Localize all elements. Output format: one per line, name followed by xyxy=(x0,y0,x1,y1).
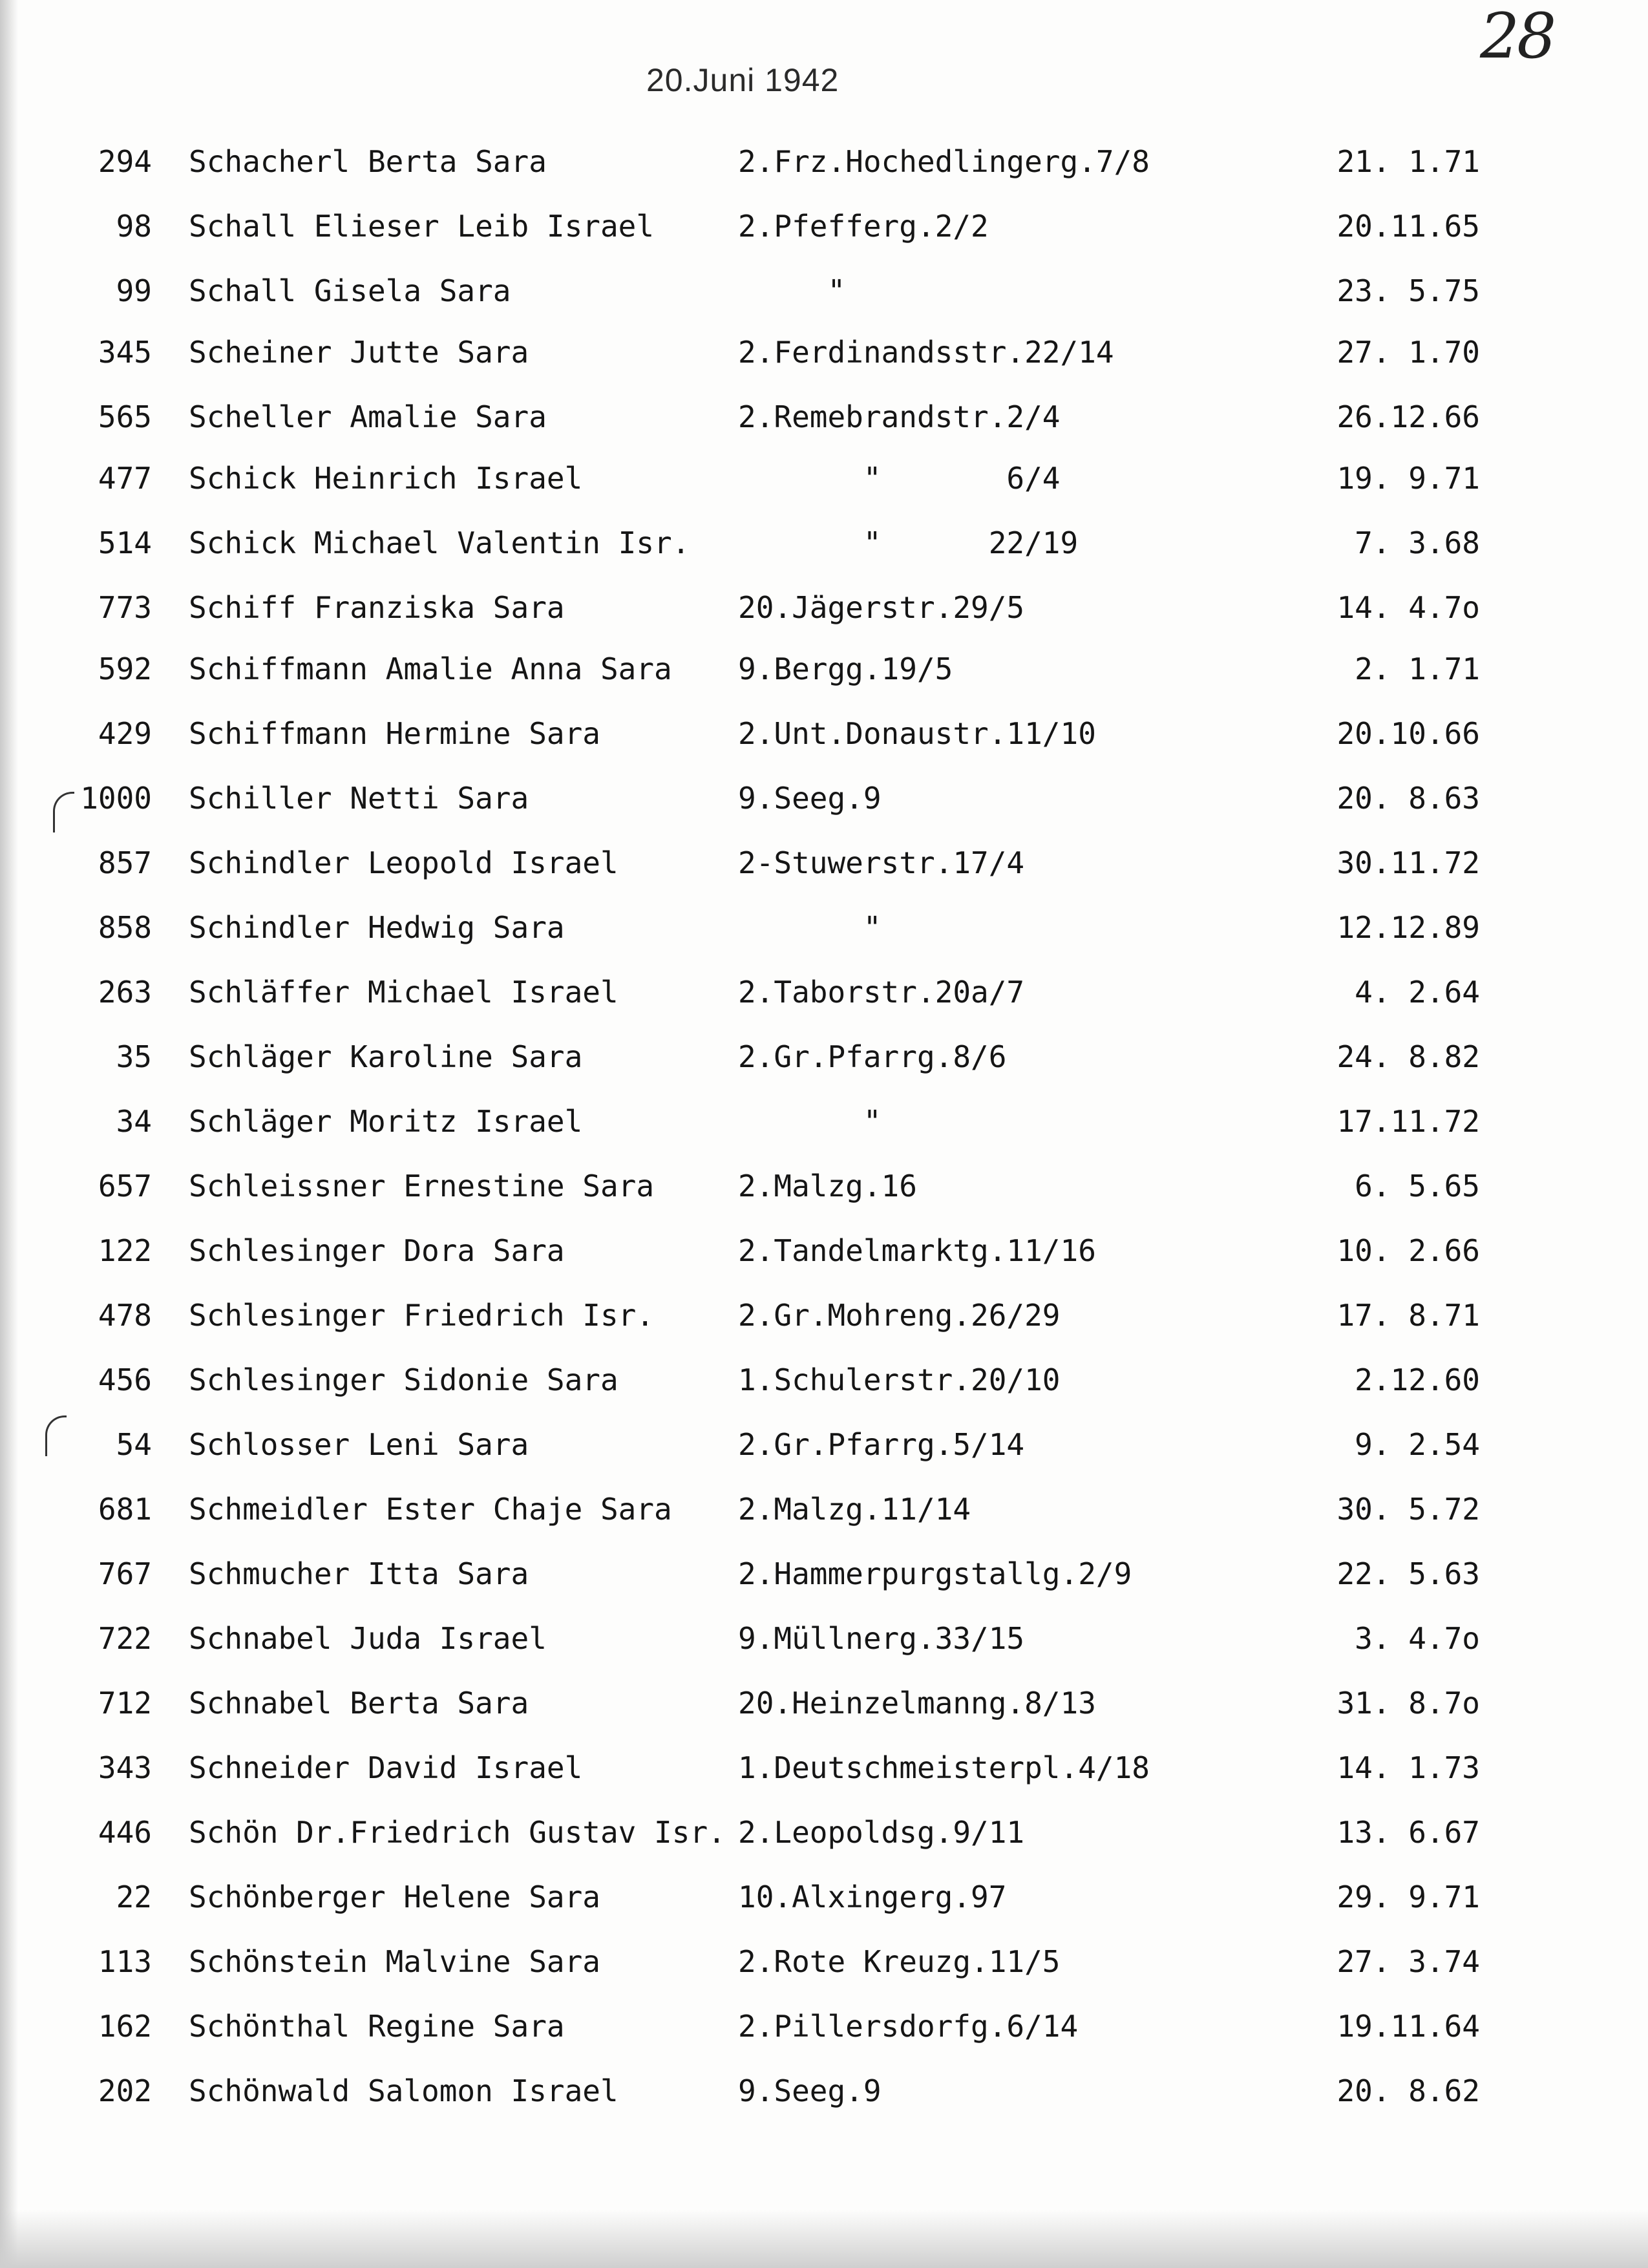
record-row xyxy=(0,514,1648,572)
record-name: Schlesinger Friedrich Isr. xyxy=(189,1298,655,1333)
record-number: 294 xyxy=(98,144,152,179)
record-birthdate: 31. 8.7o xyxy=(1336,1686,1480,1721)
record-birthdate: 6. 5.65 xyxy=(1355,1169,1480,1203)
record-number: 478 xyxy=(98,1298,152,1333)
record-name: Schönberger Helene Sara xyxy=(189,1880,600,1914)
record-address: 9.Seeg.9 xyxy=(738,781,882,816)
record-birthdate: 7. 3.68 xyxy=(1355,525,1480,560)
record-number: 343 xyxy=(98,1750,152,1785)
record-address: 1.Schulerstr.20/10 xyxy=(738,1362,1061,1397)
record-number: 98 xyxy=(116,209,152,244)
record-row xyxy=(0,1415,1648,1474)
record-number: 122 xyxy=(98,1233,152,1268)
record-row xyxy=(0,449,1648,507)
record-number: 54 xyxy=(116,1427,152,1462)
record-birthdate: 23. 5.75 xyxy=(1336,273,1480,308)
record-number: 429 xyxy=(98,716,152,751)
record-address: 2.Leopoldsg.9/11 xyxy=(738,1815,1025,1850)
record-address: 2.Pfefferg.2/2 xyxy=(738,209,989,244)
record-birthdate: 2.12.60 xyxy=(1355,1362,1480,1397)
record-name: Scheiner Jutte Sara xyxy=(189,335,529,370)
date-stamp: 20.Juni 1942 xyxy=(646,62,840,98)
record-name: Schneider David Israel xyxy=(189,1750,583,1785)
record-name: Schönwald Salomon Israel xyxy=(189,2073,618,2108)
record-number: 857 xyxy=(98,845,152,880)
record-address: " 22/19 xyxy=(738,525,1079,560)
record-row xyxy=(0,388,1648,446)
record-number: 99 xyxy=(116,273,152,308)
record-name: Schnabel Juda Israel xyxy=(189,1621,547,1656)
record-address: 10.Alxingerg.97 xyxy=(738,1880,1007,1914)
record-address: 2.Gr.Pfarrg.8/6 xyxy=(738,1039,1007,1074)
record-address: 9.Bergg.19/5 xyxy=(738,652,953,686)
record-row xyxy=(0,1092,1648,1150)
record-name: Schiffmann Amalie Anna Sara xyxy=(189,652,672,686)
record-number: 657 xyxy=(98,1169,152,1203)
record-name: Schick Heinrich Israel xyxy=(189,461,583,496)
record-birthdate: 2. 1.71 xyxy=(1355,652,1480,686)
record-birthdate: 14. 1.73 xyxy=(1336,1750,1480,1785)
record-number: 162 xyxy=(98,2009,152,2044)
record-number: 35 xyxy=(116,1039,152,1074)
record-row xyxy=(0,1480,1648,1538)
record-number: 263 xyxy=(98,975,152,1010)
record-row xyxy=(0,1028,1648,1086)
record-row xyxy=(0,1933,1648,1991)
record-name: Schiff Franziska Sara xyxy=(189,590,565,625)
record-address: " 6/4 xyxy=(738,461,1061,496)
record-row xyxy=(0,834,1648,892)
record-name: Schönthal Regine Sara xyxy=(189,2009,565,2044)
record-number: 773 xyxy=(98,590,152,625)
record-address: 9.Seeg.9 xyxy=(738,2073,882,2108)
record-name: Scheller Amalie Sara xyxy=(189,399,547,434)
record-birthdate: 10. 2.66 xyxy=(1336,1233,1480,1268)
record-address: 1.Deutschmeisterpl.4/18 xyxy=(738,1750,1150,1785)
record-address: 2.Remebrandstr.2/4 xyxy=(738,399,1061,434)
record-number: 592 xyxy=(98,652,152,686)
record-name: Schiller Netti Sara xyxy=(189,781,529,816)
record-row xyxy=(0,1157,1648,1215)
record-row xyxy=(0,898,1648,957)
record-birthdate: 24. 8.82 xyxy=(1336,1039,1480,1074)
record-number: 34 xyxy=(116,1104,152,1139)
record-name: Schall Gisela Sara xyxy=(189,273,511,308)
record-address: 2.Pillersdorfg.6/14 xyxy=(738,2009,1079,2044)
record-name: Schmeidler Ester Chaje Sara xyxy=(189,1492,672,1527)
record-number: 1000 xyxy=(80,781,152,816)
record-row xyxy=(0,1609,1648,1668)
record-row xyxy=(0,640,1648,698)
record-birthdate: 14. 4.7o xyxy=(1336,590,1480,625)
record-birthdate: 20. 8.62 xyxy=(1336,2073,1480,2108)
record-birthdate: 9. 2.54 xyxy=(1355,1427,1480,1462)
record-address: 20.Jägerstr.29/5 xyxy=(738,590,1025,625)
record-address: 2.Taborstr.20a/7 xyxy=(738,975,1025,1010)
record-name: Schnabel Berta Sara xyxy=(189,1686,529,1721)
record-row xyxy=(0,769,1648,827)
record-number: 722 xyxy=(98,1621,152,1656)
scan-edge-bottom xyxy=(0,2210,1648,2268)
record-birthdate: 12.12.89 xyxy=(1336,910,1480,945)
record-row xyxy=(0,705,1648,763)
record-row xyxy=(0,323,1648,381)
record-name: Schläger Moritz Israel xyxy=(189,1104,583,1139)
record-birthdate: 29. 9.71 xyxy=(1336,1880,1480,1914)
record-number: 345 xyxy=(98,335,152,370)
record-address: 2.Gr.Mohreng.26/29 xyxy=(738,1298,1061,1333)
record-birthdate: 19.11.64 xyxy=(1336,2009,1480,2044)
record-birthdate: 20. 8.63 xyxy=(1336,781,1480,816)
record-address: 2.Tandelmarktg.11/16 xyxy=(738,1233,1096,1268)
record-address: 2.Malzg.11/14 xyxy=(738,1492,971,1527)
record-name: Schindler Leopold Israel xyxy=(189,845,618,880)
record-address: 2.Frz.Hochedlingerg.7/8 xyxy=(738,144,1150,179)
record-number: 456 xyxy=(98,1362,152,1397)
record-number: 681 xyxy=(98,1492,152,1527)
record-address: 2.Unt.Donaustr.11/10 xyxy=(738,716,1096,751)
record-name: Schiffmann Hermine Sara xyxy=(189,716,600,751)
record-address: 2.Malzg.16 xyxy=(738,1169,917,1203)
record-row xyxy=(0,1222,1648,1280)
record-number: 202 xyxy=(98,2073,152,2108)
record-name: Schlosser Leni Sara xyxy=(189,1427,529,1462)
record-name: Schacherl Berta Sara xyxy=(189,144,547,179)
record-address: 2.Rote Kreuzg.11/5 xyxy=(738,1944,1061,1979)
record-number: 113 xyxy=(98,1944,152,1979)
record-row xyxy=(0,2062,1648,2120)
record-name: Schall Elieser Leib Israel xyxy=(189,209,655,244)
record-number: 514 xyxy=(98,525,152,560)
record-row xyxy=(0,963,1648,1021)
record-birthdate: 3. 4.7o xyxy=(1355,1621,1480,1656)
record-birthdate: 20.10.66 xyxy=(1336,716,1480,751)
record-address: " xyxy=(738,1104,882,1139)
record-row xyxy=(0,1286,1648,1344)
record-row xyxy=(0,1997,1648,2055)
record-number: 22 xyxy=(116,1880,152,1914)
record-row xyxy=(0,1803,1648,1861)
record-number: 712 xyxy=(98,1686,152,1721)
record-name: Schön Dr.Friedrich Gustav Isr. xyxy=(189,1815,726,1850)
record-birthdate: 27. 3.74 xyxy=(1336,1944,1480,1979)
record-address: 2.Gr.Pfarrg.5/14 xyxy=(738,1427,1025,1462)
record-birthdate: 21. 1.71 xyxy=(1336,144,1480,179)
record-birthdate: 20.11.65 xyxy=(1336,209,1480,244)
record-row xyxy=(0,132,1648,191)
record-address: 9.Müllnerg.33/15 xyxy=(738,1621,1025,1656)
record-row xyxy=(0,1739,1648,1797)
record-address: " xyxy=(738,910,882,945)
record-birthdate: 17.11.72 xyxy=(1336,1104,1480,1139)
record-name: Schmucher Itta Sara xyxy=(189,1556,529,1591)
record-row xyxy=(0,197,1648,255)
record-address: 2.Hammerpurgstallg.2/9 xyxy=(738,1556,1132,1591)
record-row xyxy=(0,262,1648,320)
record-birthdate: 19. 9.71 xyxy=(1336,461,1480,496)
record-birthdate: 17. 8.71 xyxy=(1336,1298,1480,1333)
record-name: Schläger Karoline Sara xyxy=(189,1039,583,1074)
record-row xyxy=(0,1674,1648,1732)
page-number: 28 xyxy=(1480,0,1554,72)
record-birthdate: 13. 6.67 xyxy=(1336,1815,1480,1850)
record-name: Schick Michael Valentin Isr. xyxy=(189,525,690,560)
record-name: Schlesinger Sidonie Sara xyxy=(189,1362,618,1397)
record-address: 2.Ferdinandsstr.22/14 xyxy=(738,335,1114,370)
record-name: Schindler Hedwig Sara xyxy=(189,910,565,945)
record-birthdate: 30.11.72 xyxy=(1336,845,1480,880)
record-row xyxy=(0,1868,1648,1926)
record-birthdate: 4. 2.64 xyxy=(1355,975,1480,1010)
record-birthdate: 30. 5.72 xyxy=(1336,1492,1480,1527)
record-number: 446 xyxy=(98,1815,152,1850)
record-name: Schläffer Michael Israel xyxy=(189,975,618,1010)
record-name: Schleissner Ernestine Sara xyxy=(189,1169,655,1203)
record-address: 20.Heinzelmanng.8/13 xyxy=(738,1686,1096,1721)
record-row xyxy=(0,578,1648,637)
record-number: 477 xyxy=(98,461,152,496)
record-number: 767 xyxy=(98,1556,152,1591)
record-address: " xyxy=(738,273,846,308)
record-birthdate: 27. 1.70 xyxy=(1336,335,1480,370)
record-name: Schönstein Malvine Sara xyxy=(189,1944,600,1979)
record-number: 565 xyxy=(98,399,152,434)
record-number: 858 xyxy=(98,910,152,945)
record-name: Schlesinger Dora Sara xyxy=(189,1233,565,1268)
record-address: 2-Stuwerstr.17/4 xyxy=(738,845,1025,880)
record-row xyxy=(0,1545,1648,1603)
record-row xyxy=(0,1351,1648,1409)
record-birthdate: 22. 5.63 xyxy=(1336,1556,1480,1591)
record-birthdate: 26.12.66 xyxy=(1336,399,1480,434)
